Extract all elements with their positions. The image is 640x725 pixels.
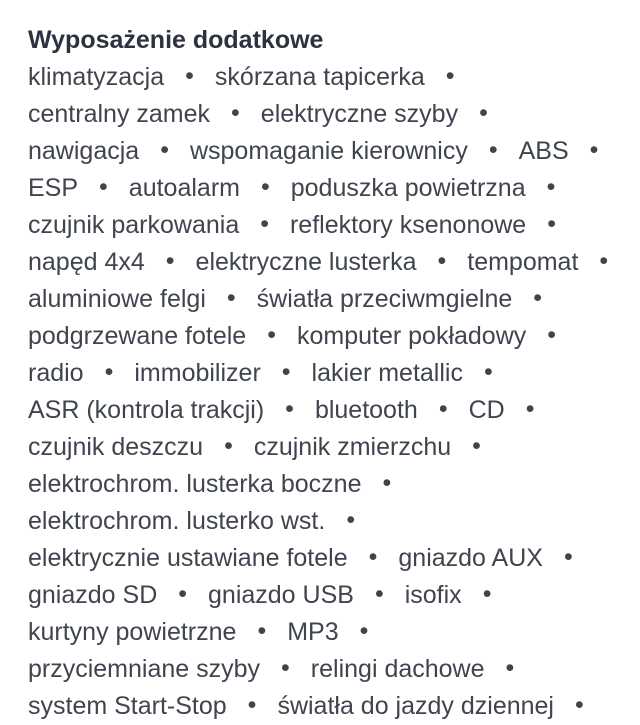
equipment-line xyxy=(28,614,616,651)
bullet-separator-icon: • xyxy=(281,654,290,682)
equipment-line xyxy=(28,540,616,577)
equipment-item: elektrycznie ustawiane fotele xyxy=(28,544,348,572)
bullet-separator-icon: • xyxy=(185,62,194,90)
bullet-separator-icon: • xyxy=(483,358,493,386)
equipment-item: gniazdo SD xyxy=(28,581,158,609)
equipment-line xyxy=(28,392,616,429)
equipment-item: elektrochrom. lusterko wst. xyxy=(28,507,326,535)
equipment-item: tempomat xyxy=(467,248,579,276)
equipment-item: czujnik deszczu xyxy=(28,433,204,461)
equipment-item: kurtyny powietrzne xyxy=(28,618,237,646)
equipment-item: nawigacja xyxy=(28,137,140,165)
equipment-line xyxy=(28,170,616,207)
equipment-item: ASR (kontrola trakcji) xyxy=(28,396,265,424)
equipment-line xyxy=(28,466,616,503)
bullet-separator-icon: • xyxy=(178,580,188,608)
equipment-item: elektrochrom. lusterka boczne xyxy=(28,470,362,498)
equipment-line xyxy=(28,355,616,392)
bullet-separator-icon: • xyxy=(224,432,233,460)
equipment-line xyxy=(28,688,616,725)
equipment-line xyxy=(28,503,616,540)
equipment-line xyxy=(28,651,616,688)
bullet-separator-icon: • xyxy=(533,284,543,312)
equipment-item: relingi dachowe xyxy=(310,655,485,683)
equipment-line xyxy=(28,429,616,466)
equipment-item: lakier metallic xyxy=(311,359,463,387)
bullet-separator-icon: • xyxy=(260,173,270,201)
equipment-item: CD xyxy=(468,396,505,424)
equipment-item: przyciemniane szyby xyxy=(28,655,261,683)
bullet-separator-icon: • xyxy=(99,173,108,201)
bullet-separator-icon: • xyxy=(160,136,169,164)
equipment-item: system Start-Stop xyxy=(28,692,227,720)
equipment-item: radio xyxy=(28,359,84,387)
bullet-separator-icon: • xyxy=(482,580,492,608)
bullet-separator-icon: • xyxy=(546,173,556,201)
equipment-item: skórzana tapicerka xyxy=(214,63,425,91)
bullet-separator-icon: • xyxy=(281,358,291,386)
bullet-separator-icon: • xyxy=(382,469,392,497)
equipment-item: isofix xyxy=(404,581,462,609)
equipment-line xyxy=(28,207,616,244)
equipment-item: elektryczne szyby xyxy=(260,100,459,128)
equipment-item: światła przeciwmgielne xyxy=(256,285,513,313)
bullet-separator-icon: • xyxy=(488,136,498,164)
bullet-separator-icon: • xyxy=(547,321,557,349)
equipment-line xyxy=(28,577,616,614)
equipment-item: światła do jazdy dziennej xyxy=(277,692,554,720)
equipment-item: immobilizer xyxy=(134,359,261,387)
equipment-item: ESP xyxy=(28,174,79,202)
equipment-item: autoalarm xyxy=(128,174,240,202)
equipment-line xyxy=(28,133,616,170)
equipment-item: MP3 xyxy=(287,618,339,646)
bullet-separator-icon: • xyxy=(346,506,356,534)
bullet-separator-icon: • xyxy=(575,691,584,719)
equipment-line xyxy=(28,96,616,133)
equipment-item: gniazdo AUX xyxy=(398,544,543,572)
bullet-separator-icon: • xyxy=(104,358,114,386)
bullet-separator-icon: • xyxy=(445,62,455,90)
bullet-separator-icon: • xyxy=(599,247,609,275)
bullet-separator-icon: • xyxy=(267,321,276,349)
bullet-separator-icon: • xyxy=(247,691,257,719)
bullet-separator-icon: • xyxy=(472,432,481,460)
equipment-item: aluminiowe felgi xyxy=(28,285,206,313)
equipment-item: gniazdo USB xyxy=(208,581,354,609)
equipment-line xyxy=(28,318,616,355)
bullet-separator-icon: • xyxy=(165,247,175,275)
equipment-item: centralny zamek xyxy=(28,100,211,128)
bullet-separator-icon: • xyxy=(226,284,236,312)
bullet-separator-icon: • xyxy=(438,395,448,423)
bullet-separator-icon: • xyxy=(231,99,240,127)
equipment-item: klimatyzacja xyxy=(28,63,165,91)
equipment-line xyxy=(28,59,616,96)
bullet-separator-icon: • xyxy=(260,210,269,238)
equipment-item: elektryczne lusterka xyxy=(195,248,417,276)
equipment-line xyxy=(28,281,616,318)
equipment-line xyxy=(28,244,616,281)
bullet-separator-icon: • xyxy=(525,395,535,423)
equipment-item: bluetooth xyxy=(314,396,418,424)
bullet-separator-icon: • xyxy=(505,654,515,682)
equipment-item: napęd 4x4 xyxy=(28,248,145,276)
equipment-item: wspomaganie kierownicy xyxy=(189,137,468,165)
bullet-separator-icon: • xyxy=(374,580,384,608)
section-title: Wyposażenie dodatkowe xyxy=(28,26,324,54)
bullet-separator-icon: • xyxy=(368,543,378,571)
equipment-item: podgrzewane fotele xyxy=(28,322,247,350)
bullet-separator-icon: • xyxy=(285,395,294,423)
bullet-separator-icon: • xyxy=(547,210,556,238)
bullet-separator-icon: • xyxy=(563,543,573,571)
equipment-item: ABS xyxy=(518,137,569,165)
equipment-item: czujnik parkowania xyxy=(28,211,240,239)
equipment-item: czujnik zmierzchu xyxy=(253,433,452,461)
equipment-list xyxy=(28,59,616,725)
bullet-separator-icon: • xyxy=(479,99,488,127)
equipment-item: komputer pokładowy xyxy=(296,322,527,350)
equipment-item: reflektory ksenonowe xyxy=(289,211,527,239)
bullet-separator-icon: • xyxy=(437,247,447,275)
bullet-separator-icon: • xyxy=(589,136,599,164)
bullet-separator-icon: • xyxy=(359,617,369,645)
equipment-item: poduszka powietrzna xyxy=(290,174,526,202)
bullet-separator-icon: • xyxy=(257,617,267,645)
